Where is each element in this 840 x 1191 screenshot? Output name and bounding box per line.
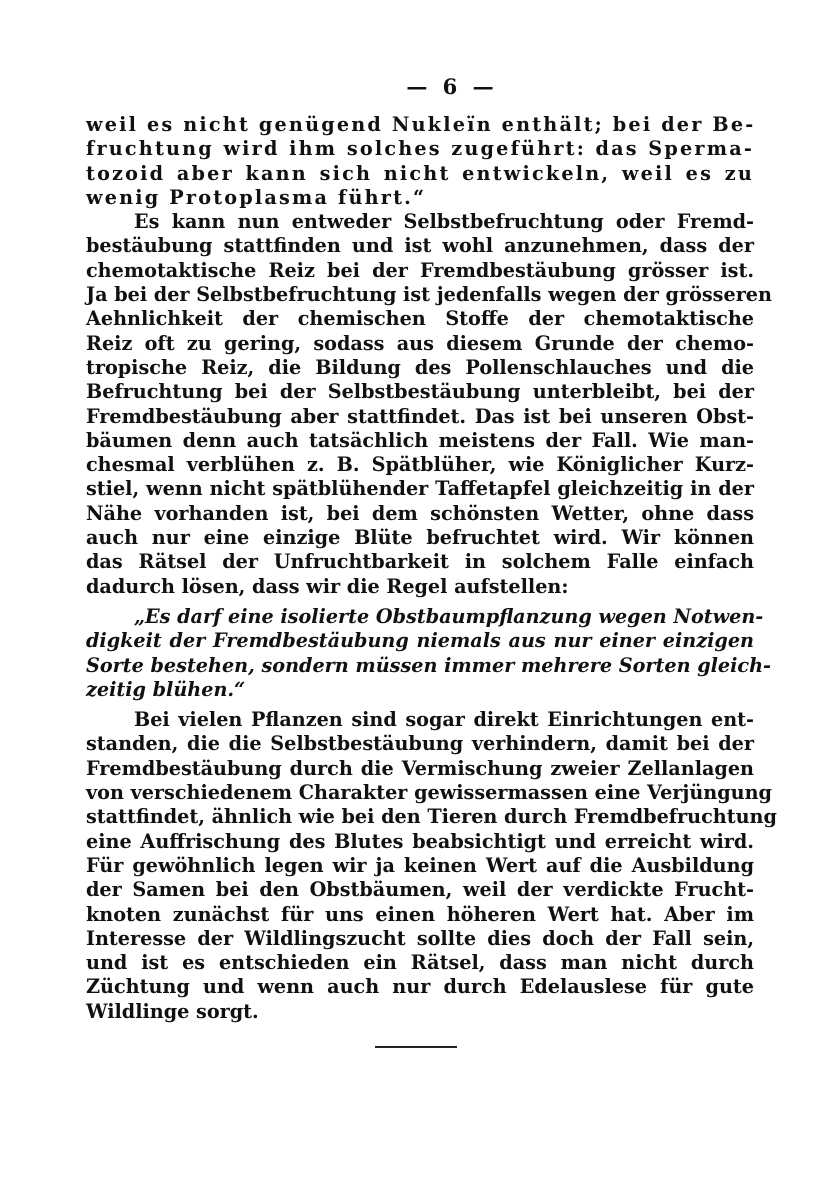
text-line: der Samen bei den Obstbäumen, weil der verdickte Frucht-	[86, 878, 754, 902]
text-line: bestäubung stattfinden und ist wohl anzunehmen, dass der	[86, 234, 754, 258]
text-line: stattfindet, ähnlich wie bei den Tieren durch Fremdbefruchtung	[86, 805, 777, 829]
text-line: bäumen denn auch tatsächlich meistens der Fall. Wie man-	[86, 428, 754, 452]
text-line: Nähe vorhanden ist, bei dem schönsten Wetter, ohne dass	[86, 501, 754, 525]
paragraph-4	[86, 708, 777, 1024]
paragraph-2	[86, 210, 772, 599]
text-line: Interesse der Wildlingszucht sollte dies doch der Fall sein,	[86, 926, 754, 950]
text-line: auch nur eine einzige Blüte befruchtet wird. Wir können	[86, 526, 754, 550]
text-line: dadurch lösen, dass wir die Regel aufstellen:	[86, 574, 569, 598]
text-line: Fremdbestäubung aber stattfindet. Das ist bei unseren Obst-	[86, 404, 754, 428]
paragraph-1	[86, 113, 754, 210]
text-line: weil es nicht genügend Nukleïn enthält; bei der Be-	[86, 113, 756, 136]
text-line: Fremdbestäubung durch die Vermischung zweier Zellanlagen	[86, 756, 754, 780]
text-line: zeitig blühen.“	[86, 677, 246, 701]
text-line: Aehnlichkeit der chemischen Stoffe der chemotaktische	[86, 307, 754, 331]
text-line: Für gewöhnlich legen wir ja keinen Wert auf die Ausbildung	[86, 853, 754, 877]
text-line: Ja bei der Selbstbefruchtung ist jedenfalls wegen der grösseren	[86, 283, 772, 307]
quoted-rule	[86, 604, 772, 702]
text-line: knoten zunächst für uns einen höheren Wert hat. Aber im	[86, 902, 754, 926]
text-line: Es kann nun entweder Selbstbefruchtung oder Fremd-	[134, 210, 754, 234]
page-number: — 6 —	[406, 74, 498, 99]
text-line: fruchtung wird ihm solches zugeführt: das Sperma-	[86, 137, 754, 161]
text-line: Befruchtung bei der Selbstbestäubung unterbleibt, bei der	[86, 380, 754, 404]
text-line: standen, die die Selbstbestäubung verhindern, damit bei der	[86, 732, 754, 756]
text-line: tropische Reiz, die Bildung des Pollenschlauches und die	[86, 355, 754, 379]
text-line: Sorte bestehen, sondern müssen immer mehrere Sorten gleich-	[86, 653, 772, 677]
text-line: stiel, wenn nicht spätblühender Taffetapfel gleichzeitig in der	[86, 477, 754, 501]
text-line: Wildlinge sorgt.	[86, 999, 259, 1023]
text-line: und ist es entschieden ein Rätsel, dass man nicht durch	[86, 951, 754, 975]
page	[86, 74, 777, 1048]
text-line: das Rätsel der Unfruchtbarkeit in solchem Falle einfach	[86, 550, 754, 574]
closing-rule	[375, 1046, 457, 1048]
text-line: von verschiedenem Charakter gewissermassen eine Verjüngung	[86, 781, 772, 805]
text-line: tozoid aber kann sich nicht entwickeln, weil es zu	[86, 161, 754, 185]
text-line: chesmal verblühen z. B. Spätblüher, wie Königlicher Kurz-	[86, 453, 754, 477]
text-line: eine Auffrischung des Blutes beabsichtigt und erreicht wird.	[86, 829, 754, 853]
text-line: Züchtung und wenn auch nur durch Edelauslese für gute	[86, 975, 754, 999]
text-line: „Es darf eine isolierte Obstbaumpflanzung wegen Notwen-	[134, 604, 764, 628]
text-line: Bei vielen Pflanzen sind sogar direkt Einrichtungen ent-	[134, 708, 754, 732]
text-line: chemotaktische Reiz bei der Fremdbestäubung grösser ist.	[86, 258, 754, 282]
text-line: digkeit der Fremdbestäubung niemals aus nur einer einzigen	[86, 629, 754, 653]
text-line: wenig Protoplasma führt.“	[86, 185, 427, 209]
text-line: Reiz oft zu gering, sodass aus diesem Grunde der chemo-	[86, 331, 754, 355]
